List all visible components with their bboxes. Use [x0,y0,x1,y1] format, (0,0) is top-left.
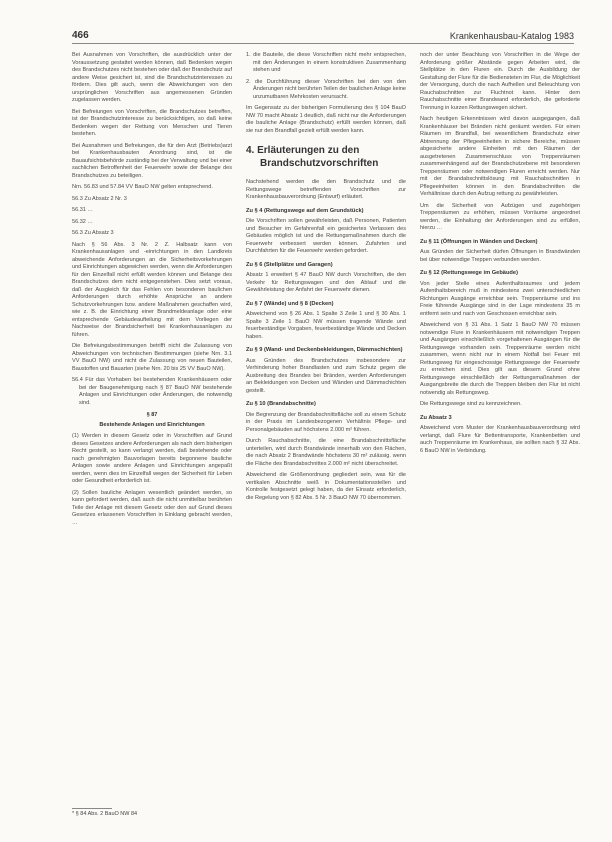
paragraph: Die Vorschriften sollen gewährleisten, daß Personen, Patienten und Besucher im Gefahrenfall ein gesichertes Verlassen des Gebäudes möglich ist und die Rettungsmaßnahmen durch die Feuerwehr verbessert werden können. Zufahrten und Durchfahrten für die Feuerwehr werden gefordert. [246,218,406,254]
paragraph: Abweichend vom Muster der Krankenhausbauverordnung wird verlangt, daß Flure für Bettentransporte, Krankenbetten und auch Treppenräume im Krankenhaus, sie sollten nach § 32 Abs. 6 BauO NW in Verbindung. [420,425,580,454]
paragraph: Im Gegensatz zu der bisherigen Formulierung des § 104 BauO NW 70 macht Absatz 1 deutlich, daß nicht nur die Anforderungen die bauliche Anlage (Brandschutz) erfüllt werden können, daß sie nur den Brandfall gezielt erfüllt werden kann. [246,105,406,134]
section-title: Bestehende Anlagen und Einrichtungen [99,421,205,428]
paragraph: Aus Gründen des Brandschutzes insbesondere zur Verhinderung hoher Brandlasten und zum Schutz gegen die Ausbreitung des Brandes bei Bränden, werden Anforderungen an Bekleidungen von Decken und Wänden und Dämmschichten gestellt. [246,357,406,394]
chapter-title: Erläuterungen zu den Brandschutzvorschriften [257,145,379,169]
paragraph: Die Begrenzung der Brandabschnittsfläche soll zu einem Schutz in der Praxis im Landesbezogenen Verhältnis Pflege- und Personalgebäuden auf höchstens 2.000 m² führen. [246,411,406,433]
section-heading: Zu § 11 (Öffnungen in Wänden und Decken) [420,238,538,245]
numbered-item: 56.3 Zu Absatz 3 [72,230,114,236]
numbered-item: 56.4 Für das Vorhaben bei bestehenden Krankenhäusern oder bei der Baugenehmigung nach § 87 BauO NW bestehende Anlagen und Einrichtungen oder Änderungen, die notwendig sind. [72,377,232,406]
paragraph: Aus Gründen der Sicherheit dürfen Öffnungen in Brandwänden bei über notwendige Treppen verbunden werden. [420,249,580,263]
paragraph: Die Befreiungsbestimmungen betrifft nicht die Zulassung von Abweichungen von technischen Bestimmungen (siehe Nrn. 3.1 VV BauO NW) und nicht die Zulassung von neuen Bauteilen, Baustoffen und Bauarten (siehe Nrn. 20 bis 25 VV BauO NW). [72,343,232,372]
paragraph: noch der unter Beachtung von Vorschriften in die Wege der Anforderung größer Abstände gegen Arbeiten wird, die Stellplätze in den Fluren ein. Durch die Ausbildung der Gestaltung der Flure für die Bediensteten im Flur, die Möglichkeit der Versorgung, durch die nach Aufhellen und Beleuchtung von Rauchabschnitten zur Fluchtnot kann. Hinter dem Rauchabschnitte einer Brandwand erforderlich, die geforderte Trennung in kurzen Rettungswegen sichert. [420,52,580,111]
page-number: 466 [72,30,89,41]
chapter-number: 4. [246,145,255,156]
paragraph: Von jeder Stelle eines Aufenthaltsraumes und jedem Aufenthaltsbereich muß in mindestens zwei unterschiedlichen Richtungen Ausgänge erreichbar sein. Treppenräume und ins Freie führende Ausgänge sind in der Lage mindestens 35 m entfernt sein und nach von Geschossen erreichbar sein. [420,280,580,317]
paragraph: Nrn. 56.83 und 57.84 VV BauO NW gelten entsprechend. [72,184,213,190]
paragraph: Abweichend die Größenordnung gegliedert sein, was für die vertikalen Abschnitte weiß in Dokumentationsstellen und Kontrolle festgesetzt gelegt haben, da der Einsatz erforderlich, die Regelung von § 82 Abs. 5 Nr. 3 BauO NW 70 übernommen. [246,472,406,501]
paragraph: (1) Werden in diesem Gesetz oder in Vorschriften auf Grund dieses Gesetzes andere Anforderungen als nach dem bisherigen Recht gestellt, so kann verlangt werden, daß bestehende oder nach genehmigten Bauvorlagen bereits begonnene bauliche Anlagen sowie andere Anlagen und Einrichtungen angepaßt werden, wenn dies im Einzelfall wegen der Sicherheit für Leben oder Gesundheit erforderlich ist. [72,433,232,484]
section-heading: Zu Absatz 3 [420,414,452,421]
section-heading: Zu § 10 (Brandabschnitte) [246,401,316,407]
chapter-heading [246,144,406,170]
paragraph: Bei Ausnahmen und Befreiungen, die für den Arzt (Betriebs)arzt bei Krankenhausbauten Anordnung sind, ist die Bauaufsichtsbehörde zuständig bei der Verwaltung und bei einer sachlichen Betroffenheit der Feuerwehr sowie der Belange des Brandschutzes zu beteiligen. [72,142,232,179]
footnote-rule [72,808,112,809]
header-rule [72,43,574,44]
paragraph: (2) Sollen bauliche Anlagen wesentlich geändert werden, so kann gefordert werden, daß auch die nicht unmittelbar berührten Teile der Anlage mit diesem Gesetz oder den auf Grund dieses Gesetzes erlassenen Vorschriften in Einklang gebracht werden, … [72,489,232,526]
section-heading: Zu § 4 (Rettungswege auf dem Grundstück) [246,207,364,214]
page-header [72,27,574,41]
paragraph: Abweichend von § 31 Abs. 1 Satz 1 BauO NW 70 müssen notwendige Flure in Krankenhäusern mit notwendigen Treppen und Ausgängen einschließlich vorgehaltenen Ausgängen für die Rettungswege vorhanden sein. Treppenräume werden nicht zusammen, wenn nicht nur in einem Notfall bei Feuer mit Rettungsweg für eingeschossige Rettungswege der Feuerwehr zu erreichen sind. Dies gilt aus diesem Grund ohne Rettungswege einschließlich der Rettungsmaßnahmen der Ausgangsbreite die durch die Treppen bleiben den Flur ist nicht notwendig als Rettungsweg. [420,322,580,396]
numbered-item: 56.3 Zu Absatz 2 Nr. 3 [72,195,127,202]
numbered-item: 56.31 … [72,207,93,213]
section-heading: Zu § 6 (Stellplätze und Garagen) [246,261,333,268]
footnote: * § 84 Abs. 2 BauO NW 84 [72,811,138,817]
numbered-item: 2. die Durchführung dieser Vorschriften bei den von den Änderungen nicht berührten Teilen der baulichen Anlage keine unzumutbaren Mehrkosten verursacht. [246,78,406,100]
numbered-item: 1. die Bauteile, die diese Vorschriften nicht mehr entsprechen, mit den Änderungen in einem konstruktiven Zusammenhang stehen und [246,52,406,73]
text-column-middle [246,52,406,506]
section-heading: Zu § 12 (Rettungswege im Gebäude) [420,270,518,276]
paragraph: Abweichend von § 26 Abs. 1 Spalte 3 Zeile 1 und § 30 Abs. 1 Spalte 3 Zeile 1 BauO NW müssen tragende Wände und feuerbeständige Vorgaben, feuerbeständige Wände und Decken haben. [246,311,406,340]
text-column-right [420,52,580,459]
paragraph: Bei Befreiungen von Vorschriften, die Brandschutzes betreffen, ist der Brandschutzinteresse zu berücksichtigen, so daß keine Bedenken wegen der Rettung von Menschen und Tieren bestehen. [72,108,232,137]
paragraph: Nach heutigen Erkenntnissen wird davon ausgegangen, daß Krankenhäuser bei Bränden nicht geräumt werden. Für einen Räumen im Brandfall, bei wesentlichem Brandschutz einer Abtrennung der Pflegeeinheiten in sichere Bereiche, müssen abgesicherte andere Einheiten mit den Räumen der ausgetretenen Zusammenschluss von Treppenräumen zusammenhängend auf der Brandschutzebene mit besonderen Treppenräumen oder notwendigen Fluren erreicht werden. Nur mit der Brandabschnittslösung mit Rauchabschnitten in Pflegeeinheiten können in den Brandabschnitten die Verhältnisse durch den Aufzug rettung zu gewährleisten. [420,116,580,197]
paragraph: Durch Rauchabschnitte, die eine Brandabschnittsfläche unterteilen, wird durch Brandwände innerhalb von den Flächen, die nach Absatz 2 Brandwände höchstens 30 m² zulässig. wenn die Fläche des Brandabschnittes 2.000 m² nicht überschreitet. [246,438,406,467]
section-number: § 87 [146,412,158,418]
paragraph: Absatz 1 erweitert § 47 BauO NW durch Vorschriften, die den Verkehr für Rettungswagen und den Ablauf und die Gewährleistung der Anfahrt der Feuerwehr dienen. [246,272,406,293]
paragraph: Bei Ausnahmen von Vorschriften, die ausdrücklich unter der Voraussetzung gestattet werden können, daß Bedenken wegen des Brandschutzes nicht bestehen oder daß der Brandschutz auf andere Weise gesichert ist, sind die Brandschutzinteressen zu fördern. Dies gilt auch, wenn die Abweichungen von den ursprünglichen Vorschriften aus angemessenen Gründen zugelassen werden. [72,52,232,103]
paragraph: Nachstehend werden die den Brandschutz und die Rettungswege betreffenden Vorschriften zur Krankenhausbauverordnung (Entwurf) erläutert. [246,179,406,200]
running-title: Krankenhausbau-Katalog 1983 [449,31,574,41]
numbered-item: 56.32 … [72,218,93,225]
text-column-left [72,52,232,531]
section-heading: Zu § 7 (Wände) und § 8 (Decken) [246,300,334,307]
paragraph: Nach § 56 Abs. 3 Nr. 2 Z. Halbsatz kann von Krankenhausanlagen und -einrichtungen in den Landkreis abweichende Anforderungen an die Sicherheitsvorkehrungen und Einrichtungen abgewichen werden, wenn die Anforderungen für den Einzelfall nicht erfüllt werden können und Belange des Brandschutzes dem nicht entgegenstehen. Dies setzt voraus, daß der Ausgleich für das Fehlen von besonderen baulichen Anforderungen durch erhöhte Ansprüche an andere Schutzvorkehrungen bzw. andere Maßnahmen geschaffen wird, wie z. B. die Einrichtung einer Brandmeldeanlage oder eine entsprechende Gebäudeaufteilung mit dem Vorliegen der Nachweise der Brandsicherheit bei Krankenhausanlagen zu führen. [72,241,232,338]
section-heading: Zu § 9 (Wand- und Deckenbekleidungen, Dämmschichten) [246,347,403,353]
paragraph: Um die Sicherheit von Aufzügen und zugehörigen Treppenräumen zu erhöhen, müssen Vorräume angeordnet werden, die Einhaltung der Anforderungen sind zu erfüllen, hierzu … [420,202,580,231]
paragraph: Die Rettungswege sind zu kennzeichnen. [420,401,522,407]
